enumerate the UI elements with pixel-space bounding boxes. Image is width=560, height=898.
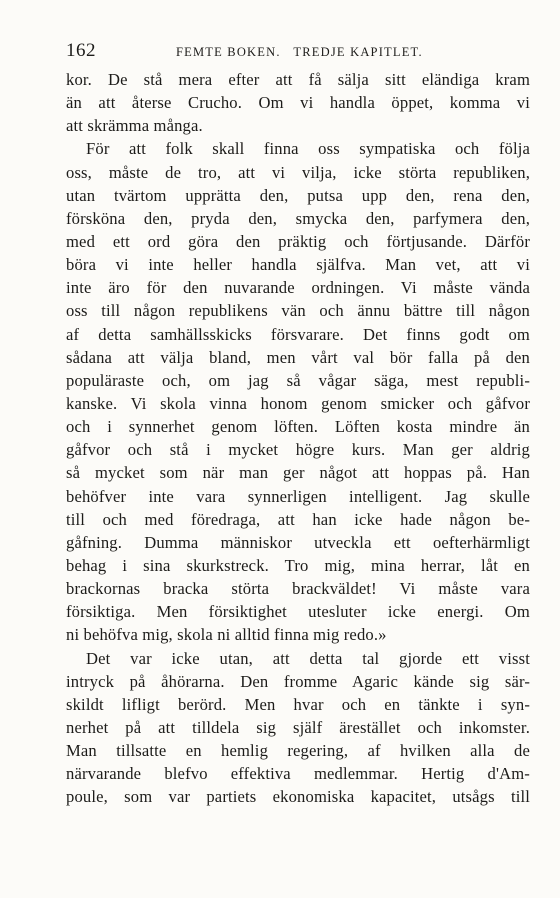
text-line: behag i sina skurkstreck. Tro mig, mina herrar, låt en bbox=[66, 555, 530, 575]
text-line: poule, som var partiets ekonomiska kapacitet, utsågs till bbox=[66, 787, 530, 807]
text-line: närvarande blefvo effektiva medlemmar. Hertig d'Am- bbox=[66, 764, 530, 784]
text-line: att skrämma många. bbox=[66, 116, 203, 136]
text-line: populäraste och, om jag så vågar säga, mest republi- bbox=[66, 370, 530, 390]
text-line: och i synnerhet genom löften. Löften kosta mindre än bbox=[66, 417, 530, 437]
text-line: intryck på åhörarna. Den fromme Agaric kände sig sär- bbox=[66, 671, 530, 691]
text-line: Man tillsatte en hemlig regering, af hvilken alla de bbox=[66, 741, 530, 761]
running-head: FEMTE BOKEN. TREDJE KAPITLET. bbox=[176, 45, 423, 59]
text-line: försköna den, pryda den, smycka den, parfymera den, bbox=[66, 208, 530, 228]
page-number: 162 bbox=[66, 40, 96, 61]
text-line: till och med föredraga, att han icke hade någon be- bbox=[66, 509, 530, 529]
text-line: skildt lifligt berörd. Men hvar och en tänkte i syn- bbox=[66, 694, 530, 714]
text-line: utan tvärtom upprätta den, putsa upp den, rena den, bbox=[66, 185, 530, 205]
text-line: böra vi inte heller handla själfva. Man vet, att vi bbox=[66, 255, 530, 275]
text-line: behöfver inte vara synnerligen intelligent. Jag skulle bbox=[66, 486, 530, 506]
text-line: gåfvor och stå i mycket högre kurs. Man ger aldrig bbox=[66, 440, 530, 460]
body-text bbox=[66, 68, 530, 809]
text-line: Det var icke utan, att detta tal gjorde ett visst bbox=[86, 648, 530, 668]
page-header bbox=[66, 40, 506, 62]
text-line: försiktiga. Men försiktighet utesluter icke energi. Om bbox=[66, 602, 530, 622]
text-line: oss till någon republikens vän och ännu bättre till någon bbox=[66, 301, 530, 321]
text-line: med ett ord göra den präktig och förtjusande. Därför bbox=[66, 231, 530, 251]
text-line: ni behöfva mig, skola ni alltid finna mig redo.» bbox=[66, 625, 387, 645]
text-line: kor. De stå mera efter att få sälja sitt eländiga kram bbox=[66, 70, 530, 89]
text-line: så mycket som när man ger något att hoppas på. Han bbox=[66, 463, 530, 483]
text-line: gåfning. Dumma människor utveckla ett oefterhärmligt bbox=[66, 532, 530, 552]
text-line: inte äro för den nuvarande ordningen. Vi måste vända bbox=[66, 278, 530, 298]
text-line: af detta samhällsskicks försvarare. Det finns godt om bbox=[66, 324, 530, 344]
text-line: än att återse Crucho. Om vi handla öppet, komma vi bbox=[66, 93, 530, 113]
text-line: kanske. Vi skola vinna honom genom smicker och gåfvor bbox=[66, 393, 530, 413]
text-line: oss, måste de tro, att vi vilja, icke störta republiken, bbox=[66, 162, 530, 182]
text-line: nerhet på att tilldela sig själf ärestället och inkomster. bbox=[66, 717, 530, 737]
text-line: För att folk skall finna oss sympatiska och följa bbox=[86, 139, 530, 159]
text-line: sådana att välja bland, men vårt val bör falla på den bbox=[66, 347, 530, 367]
text-line: brackornas bracka störta brackväldet! Vi måste vara bbox=[66, 579, 530, 599]
